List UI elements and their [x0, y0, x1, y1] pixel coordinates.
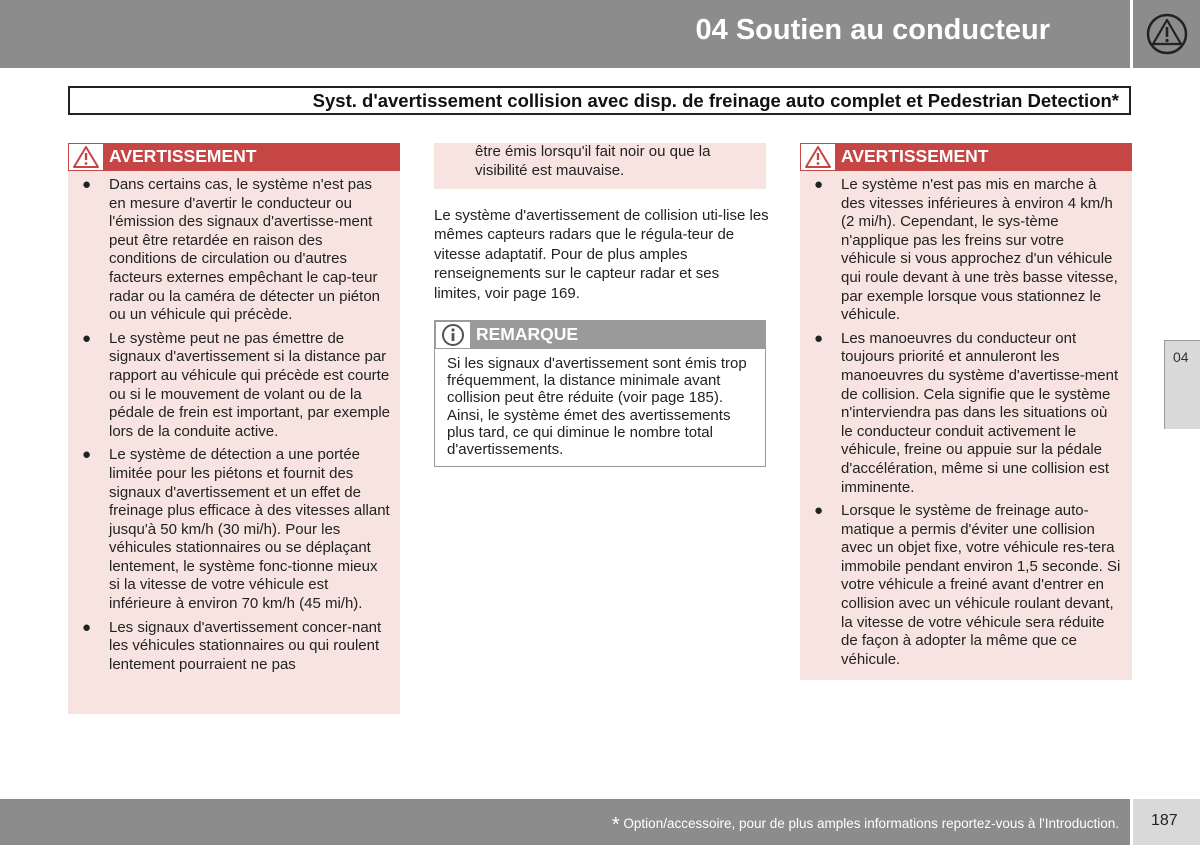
warning-triangle-icon — [1145, 12, 1189, 56]
right-warning-box — [800, 143, 1132, 680]
footnote-text: Option/accessoire, pour de plus amples informations reportez-vous à l'Introduction. — [623, 816, 1119, 831]
bullet-text: Les manoeuvres du conducteur ont toujours priorité et annuleront les manoeuvres du système d'avertisse-ment de collision. Cela signifie que le système n'interviendra pas dans les situations où le conducteur conduit activement le véhicule, freine ou appuie sur la pédale d'accélération, même si une collision est imminente. — [841, 329, 1119, 496]
section-title: Syst. d'avertissement collision avec disp. de freinage auto complet et Pedestrian Detection* — [312, 90, 1119, 111]
list-item — [68, 446, 400, 613]
right-warning-label: AVERTISSEMENT — [841, 146, 989, 166]
note-box — [434, 320, 766, 467]
page-number: 187 — [1151, 812, 1178, 829]
page-footer — [0, 799, 1130, 845]
note-header — [435, 321, 765, 349]
chapter-tab-label: 04 — [1173, 349, 1189, 365]
left-warning-label: AVERTISSEMENT — [109, 146, 257, 166]
left-warning-list — [68, 171, 400, 674]
note-label: REMARQUE — [476, 324, 579, 344]
bullet-text: Lorsque le système de freinage auto-matique a permis d'éviter une collision avec un objet fixe, votre véhicule res-tera immobile pendant environ 1,5 seconde. Si votre véhicule a freiné avant d'entrer en collision avec un véhicule roulant devant, la vitesse de votre véhicule sera réduite de façon à adopter la même que ce véhicule. — [841, 502, 1121, 668]
bullet-text: Dans certains cas, le système n'est pas en mesure d'avertir le conducteur ou l'émission des signaux d'avertisse-ment peut être retardée en raison des conditions de circulation ou d'autres facteurs externes empêchant le cap-teur radar ou la caméra de détecter un piéton ou un véhicule qui précède. — [109, 176, 381, 324]
list-item — [68, 619, 400, 675]
chapter-title: 04 Soutien au conducteur — [695, 14, 1050, 46]
page-number-box — [1133, 799, 1200, 845]
list-item — [800, 176, 1132, 325]
bullet-icon: ● — [814, 502, 824, 520]
list-item — [800, 502, 1132, 669]
bullet-icon: ● — [82, 329, 92, 347]
list-item — [68, 330, 400, 442]
bullet-text: Les signaux d'avertissement concer-nant les véhicules stationnaires ou qui roulent lentement pourraient ne pas — [109, 618, 382, 673]
note-text: Si les signaux d'avertissement sont émis trop fréquemment, la distance minimale avant collision peut être réduite (voir page 185). Ainsi, le système émet des avertissements plus tard, ce qui diminue le nombre total d'avertissements. — [447, 355, 747, 459]
chapter-icon-box — [1133, 0, 1200, 68]
chapter-side-tab[interactable] — [1164, 340, 1200, 429]
right-warning-header — [800, 143, 1132, 171]
warning-triangle-icon — [800, 143, 836, 171]
bullet-text: Le système peut ne pas émettre de signaux d'avertissement si la distance par rapport au véhicule qui précède est courte ou si le mouvement de volant ou de la pédale de frein est important, par exemple lors de la conduite active. — [109, 329, 390, 440]
chapter-header — [0, 0, 1130, 68]
bullet-icon: ● — [814, 176, 824, 193]
body-paragraph: Le système d'avertissement de collision uti-lise les mêmes capteurs radars que le régula-teur de vitesse adaptatif. Pour de plus amples renseignements sur le capteur radar et ses limites, voir page 169. — [434, 207, 769, 302]
list-item — [68, 176, 400, 325]
footnote-star: * — [611, 814, 620, 836]
info-icon — [435, 321, 471, 349]
bullet-text: Le système n'est pas mis en marche à des vitesses inférieures à environ 4 km/h (2 mi/h). Cependant, le sys-tème n'applique pas les freins sur votre véhicule si vous approchez d'un véhicule qui roule devant à une très basse vitesse, par exemple lorsque vous stationnez le véhicule. — [841, 176, 1118, 324]
section-title-box — [68, 86, 1131, 115]
bullet-icon: ● — [82, 618, 92, 636]
warning-triangle-icon — [68, 143, 104, 171]
bullet-icon: ● — [814, 329, 824, 347]
warning-continuation-box — [434, 143, 766, 189]
footer-note — [612, 814, 1119, 837]
bullet-icon: ● — [82, 176, 92, 193]
bullet-icon: ● — [82, 446, 92, 464]
list-item — [800, 330, 1132, 497]
left-warning-header — [68, 143, 400, 171]
left-warning-box — [68, 143, 400, 714]
warning-continuation-text: être émis lorsqu'il fait noir ou que la visibilité est mauvaise. — [475, 143, 711, 179]
bullet-text: Le système de détection a une portée limitée pour les piétons et fournit des signaux d'avertissement et un effet de freinage plus efficace à des vitesses allant jusqu'à 50 km/h (30 mi/h). Pour les véhicules stationnaires ou se déplaçant lentement, le système fonc-tionne mieux si la vitesse de votre véhicule est inférieure à environ 70 km/h (45 mi/h). — [109, 446, 390, 613]
right-warning-list — [800, 171, 1132, 669]
